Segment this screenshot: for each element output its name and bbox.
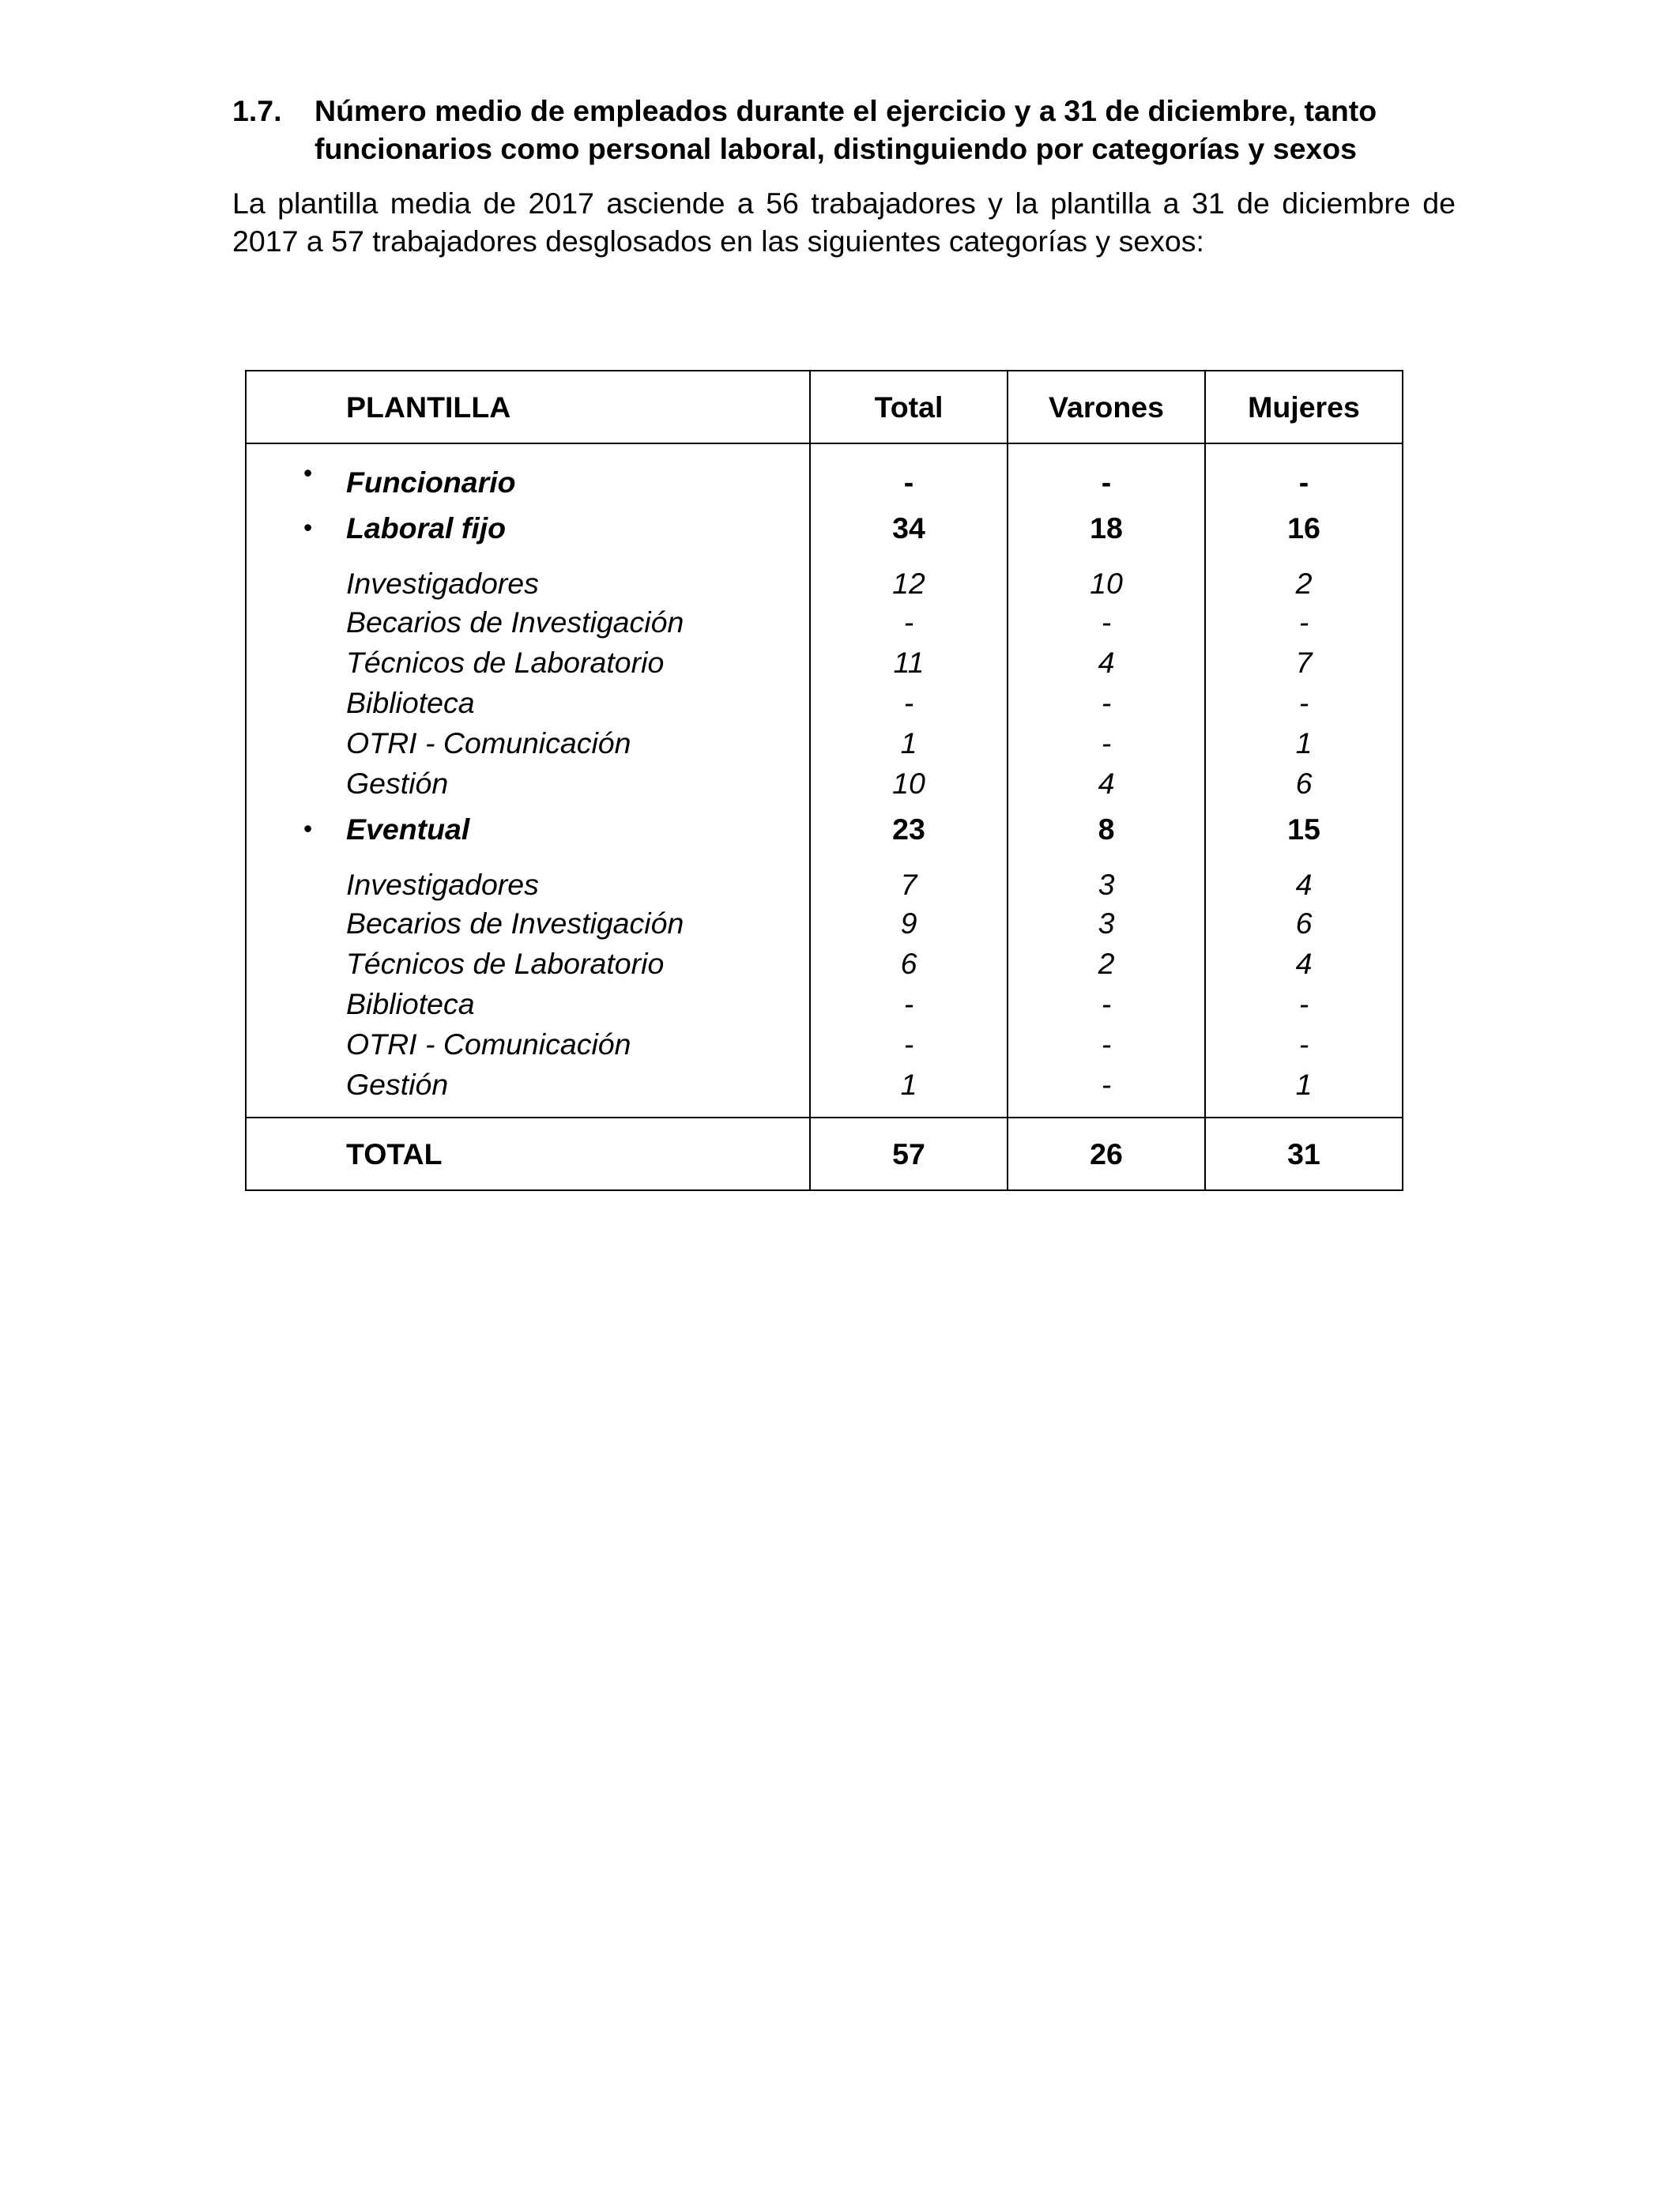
row-label: Biblioteca: [246, 984, 810, 1024]
section-title: Número medio de empleados durante el ejercicio y a 31 de diciembre, tanto funcionarios como personal laboral, distinguiendo por categorías y sexos: [315, 94, 1377, 165]
table-row: [246, 944, 1403, 984]
table-row: [246, 553, 1403, 602]
cell-mujeres: 1: [1205, 1065, 1403, 1118]
cell-total: 12: [810, 553, 1008, 602]
staff-table: [245, 370, 1403, 1191]
cell-varones: 3: [1008, 903, 1205, 944]
cell-varones: 4: [1008, 763, 1205, 804]
row-label: Becarios de Investigación: [246, 903, 810, 944]
cell-varones: -: [1008, 683, 1205, 723]
cell-varones: -: [1008, 443, 1205, 503]
category-label: Funcionario: [346, 465, 516, 499]
category-row-eventual: [246, 804, 1403, 854]
cell-total: 1: [810, 723, 1008, 763]
table-row: [246, 723, 1403, 763]
row-label: Investigadores: [246, 854, 810, 903]
cell-mujeres: 1: [1205, 723, 1403, 763]
intro-paragraph: La plantilla media de 2017 asciende a 56 trabajadores y la plantilla a 31 de diciembre de 2017 a 57 trabajadores desglosados en las siguientes categorías y sexos:: [232, 187, 1456, 258]
cell-varones: -: [1008, 1065, 1205, 1118]
table-row: [246, 854, 1403, 903]
cell-total: 6: [810, 944, 1008, 984]
cell-mujeres: 6: [1205, 903, 1403, 944]
bullet-icon: •: [303, 814, 313, 843]
category-row-laboral-fijo: [246, 503, 1403, 553]
cell-total: 11: [810, 643, 1008, 683]
total-row: [246, 1118, 1403, 1190]
cell-mujeres: -: [1205, 1024, 1403, 1065]
cell-total: 1: [810, 1065, 1008, 1118]
cell-total: -: [810, 683, 1008, 723]
cell-varones: -: [1008, 1024, 1205, 1065]
category-row-funcionario: [246, 443, 1403, 503]
bullet-icon: •: [303, 458, 313, 488]
cell-varones: 26: [1008, 1118, 1205, 1190]
row-label: Biblioteca: [246, 683, 810, 723]
cell-mujeres: 16: [1205, 503, 1403, 553]
table-row: [246, 903, 1403, 944]
cell-mujeres: 31: [1205, 1118, 1403, 1190]
cell-total: -: [810, 984, 1008, 1024]
cell-mujeres: -: [1205, 984, 1403, 1024]
cell-mujeres: 4: [1205, 854, 1403, 903]
cell-total: 10: [810, 763, 1008, 804]
row-label: Gestión: [246, 1065, 810, 1118]
row-label: Técnicos de Laboratorio: [246, 643, 810, 683]
row-label: Becarios de Investigación: [246, 602, 810, 643]
cell-total: -: [810, 1024, 1008, 1065]
cell-mujeres: -: [1205, 443, 1403, 503]
cell-varones: -: [1008, 984, 1205, 1024]
table-row: [246, 683, 1403, 723]
cell-total: 9: [810, 903, 1008, 944]
cell-varones: 18: [1008, 503, 1205, 553]
row-label: Técnicos de Laboratorio: [246, 944, 810, 984]
table-row: [246, 984, 1403, 1024]
cell-varones: -: [1008, 602, 1205, 643]
bullet-icon: •: [303, 513, 313, 542]
cell-mujeres: -: [1205, 683, 1403, 723]
row-label: Gestión: [246, 763, 810, 804]
cell-total: -: [810, 602, 1008, 643]
table-row: [246, 1024, 1403, 1065]
header-mujeres: Mujeres: [1205, 371, 1403, 443]
cell-total: 57: [810, 1118, 1008, 1190]
cell-varones: 10: [1008, 553, 1205, 602]
category-label: Eventual: [346, 812, 470, 846]
section-heading: [232, 92, 1465, 168]
cell-mujeres: -: [1205, 602, 1403, 643]
category-label: Laboral fijo: [346, 511, 507, 545]
cell-varones: 8: [1008, 804, 1205, 854]
cell-total: 23: [810, 804, 1008, 854]
total-label: TOTAL: [246, 1118, 810, 1190]
row-label: OTRI - Comunicación: [246, 723, 810, 763]
cell-varones: 4: [1008, 643, 1205, 683]
table-row: [246, 602, 1403, 643]
table-row: [246, 1065, 1403, 1118]
cell-total: 34: [810, 503, 1008, 553]
cell-mujeres: 7: [1205, 643, 1403, 683]
header-total: Total: [810, 371, 1008, 443]
cell-varones: -: [1008, 723, 1205, 763]
cell-mujeres: 4: [1205, 944, 1403, 984]
section-number: 1.7.: [232, 94, 282, 127]
cell-mujeres: 6: [1205, 763, 1403, 804]
row-label: OTRI - Comunicación: [246, 1024, 810, 1065]
cell-total: 7: [810, 854, 1008, 903]
table-row: [246, 763, 1403, 804]
cell-total: -: [810, 443, 1008, 503]
header-plantilla: PLANTILLA: [246, 371, 810, 443]
cell-mujeres: 2: [1205, 553, 1403, 602]
header-varones: Varones: [1008, 371, 1205, 443]
cell-mujeres: 15: [1205, 804, 1403, 854]
row-label: Investigadores: [246, 553, 810, 602]
cell-varones: 3: [1008, 854, 1205, 903]
cell-varones: 2: [1008, 944, 1205, 984]
table-row: [246, 643, 1403, 683]
table-header-row: [246, 371, 1403, 443]
